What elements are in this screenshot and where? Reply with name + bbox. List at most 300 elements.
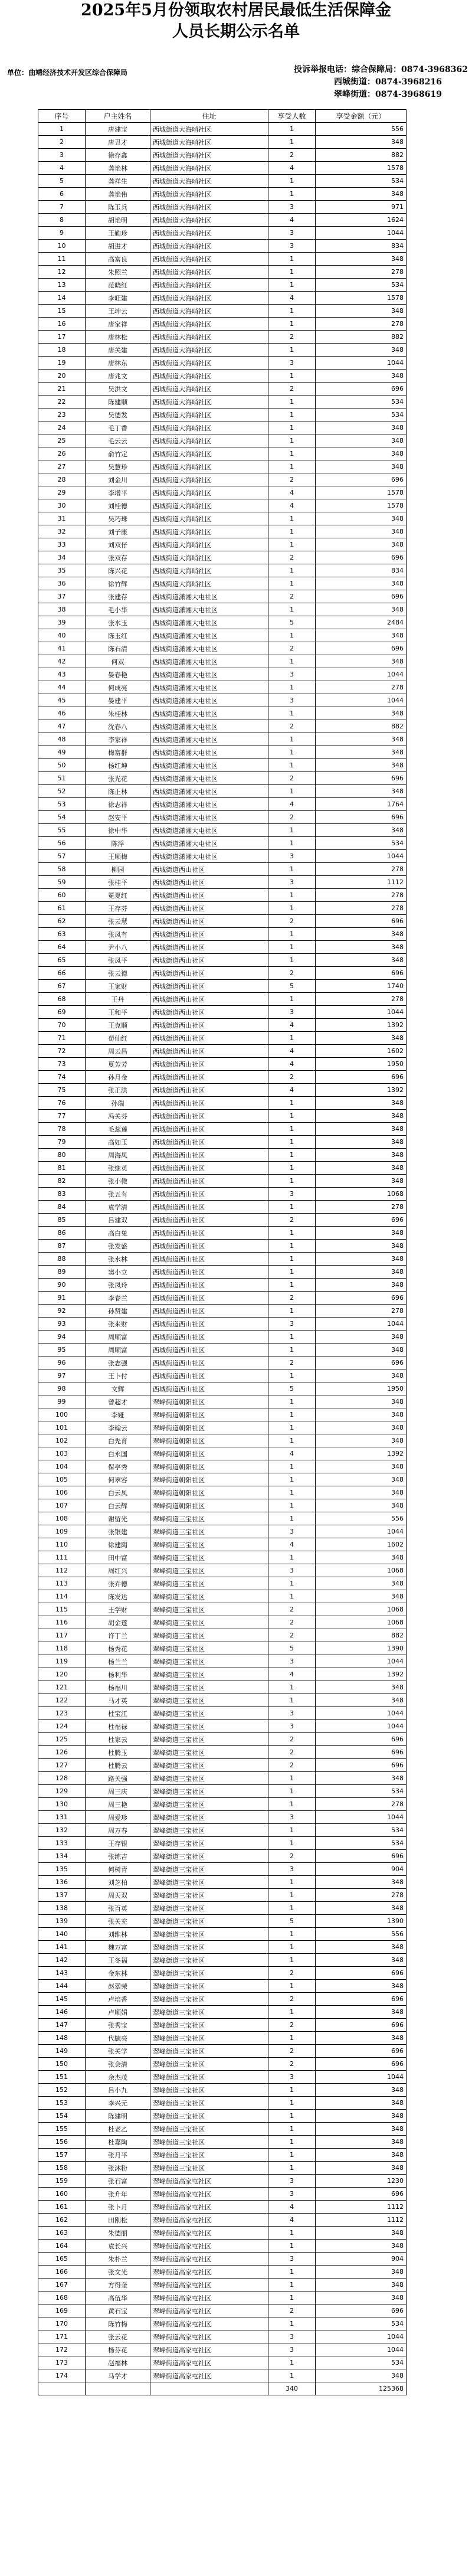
householder-name: 赵福林 [86, 2356, 150, 2369]
householder-name: 王丹 [86, 993, 150, 1006]
row-number: 151 [38, 2071, 86, 2084]
row-number: 165 [38, 2253, 86, 2266]
amount: 696 [316, 1850, 407, 1863]
householder-name: 周三艳 [86, 1798, 150, 1811]
householder-name: 方得奎 [86, 2278, 150, 2291]
amount: 348 [316, 2149, 407, 2162]
householder-name: 王学财 [86, 1603, 150, 1616]
row-number: 128 [38, 1772, 86, 1785]
address: 西城街道大海哨社区 [150, 434, 268, 447]
householder-name: 许丁兰 [86, 1629, 150, 1642]
table-row [38, 1227, 407, 1240]
table-row [38, 1564, 407, 1577]
people-count: 3 [268, 2071, 316, 2084]
address: 翠峰街道三宝社区 [150, 1798, 268, 1811]
table-row [38, 1149, 407, 1162]
people-count: 3 [268, 2175, 316, 2188]
table-row [38, 980, 407, 993]
table-row [38, 1876, 407, 1889]
table-row [38, 1746, 407, 1759]
people-count: 4 [268, 1538, 316, 1551]
householder-name: 杨芬花 [86, 2343, 150, 2356]
amount: 348 [316, 1473, 407, 1486]
row-number: 113 [38, 1577, 86, 1590]
people-count: 1 [268, 629, 316, 642]
amount: 348 [316, 1460, 407, 1473]
table-row [38, 473, 407, 486]
address: 西城街道西山社区 [150, 1097, 268, 1110]
address: 翠峰街道三宝社区 [150, 1967, 268, 1980]
people-count: 1 [268, 2356, 316, 2369]
row-number: 143 [38, 1967, 86, 1980]
people-count: 2 [268, 149, 316, 162]
householder-name: 杜腾玉 [86, 1746, 150, 1759]
people-count: 3 [268, 1707, 316, 1720]
householder-name: 胡艳明 [86, 214, 150, 227]
householder-name: 唐林东 [86, 357, 150, 370]
address: 西城街道西山社区 [150, 1292, 268, 1305]
contact-block [294, 64, 468, 101]
total-people: 340 [268, 2382, 316, 2395]
people-count: 1 [268, 370, 316, 383]
table-row [38, 1915, 407, 1928]
row-number: 153 [38, 2097, 86, 2110]
table-row [38, 214, 407, 227]
householder-name: 王家财 [86, 980, 150, 993]
row-number: 161 [38, 2201, 86, 2214]
people-count: 3 [268, 240, 316, 253]
people-count: 1 [268, 837, 316, 850]
amount: 348 [316, 2162, 407, 2175]
people-count: 1 [268, 2162, 316, 2175]
table-row [38, 1967, 407, 1980]
amount: 1390 [316, 1642, 407, 1655]
table-row [38, 1616, 407, 1629]
amount: 348 [316, 603, 407, 616]
address: 翠峰街道高家屯社区 [150, 2369, 268, 2382]
row-number: 142 [38, 1954, 86, 1967]
address: 翠峰街道三宝社区 [150, 1564, 268, 1577]
table-row [38, 551, 407, 564]
table-row [38, 1681, 407, 1694]
householder-name: 卢培香 [86, 1993, 150, 2006]
address: 西城街道大海哨社区 [150, 473, 268, 486]
amount: 348 [316, 2110, 407, 2123]
householder-name: 张志强 [86, 1356, 150, 1369]
people-count: 1 [268, 889, 316, 902]
address: 翠峰街道朝阳社区 [150, 1473, 268, 1486]
amount: 696 [316, 1967, 407, 1980]
row-number: 57 [38, 850, 86, 863]
table-row [38, 785, 407, 798]
address: 翠峰街道三宝社区 [150, 2006, 268, 2019]
householder-name: 杜宝江 [86, 1707, 150, 1720]
people-count: 1 [268, 2266, 316, 2278]
table-row [38, 2084, 407, 2097]
row-number: 63 [38, 928, 86, 941]
table-row [38, 1850, 407, 1863]
householder-name: 毛蕊莲 [86, 1123, 150, 1136]
address: 西城街道西山社区 [150, 1032, 268, 1045]
people-count: 1 [268, 1201, 316, 1214]
amount: 1950 [316, 1058, 407, 1071]
householder-name: 胡金莲 [86, 1616, 150, 1629]
table-row [38, 331, 407, 344]
address: 西城街道大海哨社区 [150, 383, 268, 395]
amount: 348 [316, 2097, 407, 2110]
row-number: 12 [38, 266, 86, 279]
address: 翠峰街道三宝社区 [150, 1629, 268, 1642]
address: 翠峰街道朝阳社区 [150, 1395, 268, 1408]
householder-name: 马学才 [86, 2369, 150, 2382]
address: 西城街道西山社区 [150, 1201, 268, 1214]
amount: 1044 [316, 1655, 407, 1668]
householder-name: 白云凤 [86, 1486, 150, 1499]
amount: 1044 [316, 1720, 407, 1733]
amount: 348 [316, 928, 407, 941]
table-row [38, 1097, 407, 1110]
row-number: 72 [38, 1045, 86, 1058]
address: 西城街道西山社区 [150, 902, 268, 915]
table-row [38, 1395, 407, 1408]
row-number: 146 [38, 2006, 86, 2019]
header-name: 户主姓名 [86, 110, 150, 123]
address: 西城街道西山社区 [150, 1123, 268, 1136]
amount: 348 [316, 1253, 407, 1266]
row-number: 135 [38, 1863, 86, 1876]
row-number: 82 [38, 1175, 86, 1188]
table-row [38, 175, 407, 188]
people-count: 1 [268, 525, 316, 538]
address: 西城街道大海哨社区 [150, 214, 268, 227]
householder-name: 冯关芬 [86, 1110, 150, 1123]
row-number: 31 [38, 512, 86, 525]
householder-name: 龚艳林 [86, 162, 150, 175]
people-count: 4 [268, 1084, 316, 1097]
people-count: 5 [268, 1642, 316, 1655]
people-count: 1 [268, 434, 316, 447]
householder-name: 陈建顺 [86, 395, 150, 408]
table-row [38, 1993, 407, 2006]
householder-name: 李旺建 [86, 292, 150, 305]
address: 西城街道西山社区 [150, 1318, 268, 1331]
householder-name: 李兴元 [86, 2097, 150, 2110]
address: 翠峰街道三宝社区 [150, 1655, 268, 1668]
householder-name: 谢留光 [86, 1512, 150, 1525]
amount: 348 [316, 1369, 407, 1382]
row-number: 115 [38, 1603, 86, 1616]
amount: 696 [316, 1746, 407, 1759]
amount: 696 [316, 1759, 407, 1772]
householder-name: 何翠容 [86, 1473, 150, 1486]
row-number: 163 [38, 2227, 86, 2240]
address: 翠峰街道朝阳社区 [150, 1434, 268, 1447]
address: 西城街道西山社区 [150, 863, 268, 876]
amount: 348 [316, 746, 407, 759]
row-number: 27 [38, 460, 86, 473]
amount: 348 [316, 2136, 407, 2149]
table-row [38, 1019, 407, 1032]
address: 翠峰街道三宝社区 [150, 1577, 268, 1590]
householder-name: 张乔德 [86, 1577, 150, 1590]
amount: 882 [316, 720, 407, 733]
people-count: 1 [268, 824, 316, 837]
row-number: 156 [38, 2136, 86, 2149]
row-number: 86 [38, 1227, 86, 1240]
amount: 696 [316, 1292, 407, 1305]
people-count: 1 [268, 1343, 316, 1356]
amount: 696 [316, 642, 407, 655]
people-count: 1 [268, 538, 316, 551]
table-row [38, 1772, 407, 1785]
row-number: 144 [38, 1980, 86, 1993]
people-count: 2 [268, 1733, 316, 1746]
row-number: 118 [38, 1642, 86, 1655]
table-row [38, 188, 407, 201]
address: 西城街道西山社区 [150, 1214, 268, 1227]
householder-name: 金东林 [86, 1967, 150, 1980]
householder-name: 张文光 [86, 2266, 150, 2278]
amount: 882 [316, 149, 407, 162]
householder-name: 杨福川 [86, 1681, 150, 1694]
people-count: 1 [268, 1110, 316, 1123]
address: 翠峰街道三宝社区 [150, 1993, 268, 2006]
people-count: 1 [268, 175, 316, 188]
amount: 696 [316, 811, 407, 824]
table-row [38, 2097, 407, 2110]
amount: 696 [316, 383, 407, 395]
address: 西城街道西山社区 [150, 1240, 268, 1253]
amount: 348 [316, 954, 407, 967]
people-count: 3 [268, 2343, 316, 2356]
table-row [38, 2019, 407, 2032]
amount: 1602 [316, 1538, 407, 1551]
householder-name: 孙瑞 [86, 1097, 150, 1110]
address: 翠峰街道三宝社区 [150, 2032, 268, 2045]
people-count: 2 [268, 590, 316, 603]
address: 翠峰街道高家屯社区 [150, 2304, 268, 2317]
people-count: 2 [268, 1292, 316, 1305]
householder-name: 刘双仔 [86, 538, 150, 551]
householder-name: 张凤玲 [86, 1279, 150, 1292]
people-count: 1 [268, 1279, 316, 1292]
amount: 348 [316, 370, 407, 383]
householder-name: 刘维林 [86, 1928, 150, 1941]
table-row [38, 1460, 407, 1473]
row-number: 71 [38, 1032, 86, 1045]
amount: 696 [316, 915, 407, 928]
row-number: 39 [38, 616, 86, 629]
table-row [38, 2356, 407, 2369]
amount: 348 [316, 460, 407, 473]
address: 翠峰街道朝阳社区 [150, 1486, 268, 1499]
householder-name: 徐竹辉 [86, 577, 150, 590]
row-number: 41 [38, 642, 86, 655]
people-count: 1 [268, 1902, 316, 1915]
table-row [38, 1577, 407, 1590]
people-count: 1 [268, 279, 316, 292]
address: 翠峰街道三宝社区 [150, 1811, 268, 1824]
amount: 1392 [316, 1447, 407, 1460]
people-count: 2 [268, 1993, 316, 2006]
address: 翠峰街道高家屯社区 [150, 2356, 268, 2369]
people-count: 1 [268, 1395, 316, 1408]
address: 翠峰街道三宝社区 [150, 1824, 268, 1837]
address: 西城街道西山社区 [150, 1382, 268, 1395]
address: 翠峰街道高家屯社区 [150, 2188, 268, 2201]
householder-name: 张云德 [86, 967, 150, 980]
people-count: 5 [268, 1915, 316, 1928]
address: 翠峰街道三宝社区 [150, 2097, 268, 2110]
address: 西城街道潇湘大屯社区 [150, 668, 268, 681]
address: 翠峰街道三宝社区 [150, 1928, 268, 1941]
row-number: 18 [38, 344, 86, 357]
people-count: 1 [268, 136, 316, 149]
address: 西城街道西山社区 [150, 967, 268, 980]
householder-name: 张水玉 [86, 616, 150, 629]
amount: 278 [316, 681, 407, 694]
table-row [38, 201, 407, 214]
table-row [38, 876, 407, 889]
amount: 1044 [316, 357, 407, 370]
table-row [38, 2045, 407, 2058]
amount: 696 [316, 2019, 407, 2032]
householder-name: 梅富群 [86, 746, 150, 759]
table-row [38, 460, 407, 473]
amount: 348 [316, 2006, 407, 2019]
people-count: 1 [268, 1980, 316, 1993]
row-number: 150 [38, 2058, 86, 2071]
people-count: 1 [268, 707, 316, 720]
row-number: 157 [38, 2149, 86, 2162]
amount: 348 [316, 1434, 407, 1447]
amount: 348 [316, 2240, 407, 2253]
table-row [38, 499, 407, 512]
householder-name: 杨兰兰 [86, 1655, 150, 1668]
amount: 696 [316, 551, 407, 564]
address: 翠峰街道三宝社区 [150, 1759, 268, 1772]
amount: 348 [316, 1772, 407, 1785]
address: 西城街道西山社区 [150, 1253, 268, 1266]
table-row [38, 253, 407, 266]
people-count: 4 [268, 798, 316, 811]
amount: 348 [316, 2032, 407, 2045]
householder-name: 尹小八 [86, 941, 150, 954]
table-row [38, 279, 407, 292]
people-count: 3 [268, 1525, 316, 1538]
table-row [38, 2214, 407, 2227]
table-row [38, 2278, 407, 2291]
address: 西城街道西山社区 [150, 915, 268, 928]
address: 西城街道大海哨社区 [150, 408, 268, 421]
table-row [38, 2058, 407, 2071]
address: 西城街道潇湘大屯社区 [150, 733, 268, 746]
table-row [38, 1331, 407, 1343]
householder-name: 周海凤 [86, 1149, 150, 1162]
amount: 348 [316, 655, 407, 668]
row-number: 79 [38, 1136, 86, 1149]
address: 翠峰街道高家屯社区 [150, 2343, 268, 2356]
table-row [38, 162, 407, 175]
people-count: 1 [268, 1954, 316, 1967]
amount: 348 [316, 1123, 407, 1136]
people-count: 1 [268, 577, 316, 590]
householder-name: 王坤云 [86, 305, 150, 318]
row-number: 92 [38, 1305, 86, 1318]
householder-name: 张练吉 [86, 1850, 150, 1863]
householder-name: 朱朴兰 [86, 2253, 150, 2266]
amount: 348 [316, 1551, 407, 1564]
people-count: 1 [268, 1123, 316, 1136]
row-number: 85 [38, 1214, 86, 1227]
people-count: 1 [268, 344, 316, 357]
row-number: 38 [38, 603, 86, 616]
address: 翠峰街道三宝社区 [150, 1603, 268, 1616]
householder-name: 晏建平 [86, 694, 150, 707]
row-number: 138 [38, 1902, 86, 1915]
row-number: 114 [38, 1590, 86, 1603]
row-number: 74 [38, 1071, 86, 1084]
table-row [38, 357, 407, 370]
householder-name: 柳园 [86, 863, 150, 876]
amount: 278 [316, 889, 407, 902]
amount: 696 [316, 1993, 407, 2006]
table-row [38, 1123, 407, 1136]
table-row [38, 1421, 407, 1434]
amount: 348 [316, 1110, 407, 1123]
householder-name: 王克顺 [86, 1019, 150, 1032]
people-count: 4 [268, 486, 316, 499]
table-row [38, 525, 407, 538]
row-number: 104 [38, 1460, 86, 1473]
amount: 278 [316, 1305, 407, 1318]
address: 翠峰街道三宝社区 [150, 1785, 268, 1798]
address: 西城街道大海哨社区 [150, 357, 268, 370]
householder-name: 马才英 [86, 1694, 150, 1707]
row-number: 121 [38, 1681, 86, 1694]
table-row [38, 1201, 407, 1214]
address: 翠峰街道朝阳社区 [150, 1447, 268, 1460]
table-header-row [38, 110, 407, 123]
people-count: 1 [268, 1227, 316, 1240]
row-number: 49 [38, 746, 86, 759]
people-count: 1 [268, 2291, 316, 2304]
householder-name: 刘子康 [86, 525, 150, 538]
table-row [38, 1720, 407, 1733]
householder-name: 张升年 [86, 2188, 150, 2201]
row-number: 1 [38, 123, 86, 136]
row-number: 108 [38, 1512, 86, 1525]
table-row [38, 889, 407, 902]
address: 西城街道大海哨社区 [150, 499, 268, 512]
table-row [38, 1928, 407, 1941]
row-number: 36 [38, 577, 86, 590]
people-count: 1 [268, 2369, 316, 2382]
row-number: 91 [38, 1292, 86, 1305]
row-number: 130 [38, 1798, 86, 1811]
row-number: 105 [38, 1473, 86, 1486]
householder-name: 李春兰 [86, 1292, 150, 1305]
table-row [38, 1214, 407, 1227]
amount: 696 [316, 772, 407, 785]
address: 翠峰街道朝阳社区 [150, 1408, 268, 1421]
people-count: 1 [268, 1421, 316, 1434]
amount: 278 [316, 266, 407, 279]
people-count: 1 [268, 863, 316, 876]
people-count: 3 [268, 1318, 316, 1331]
people-count: 3 [268, 227, 316, 240]
amount: 348 [316, 707, 407, 720]
